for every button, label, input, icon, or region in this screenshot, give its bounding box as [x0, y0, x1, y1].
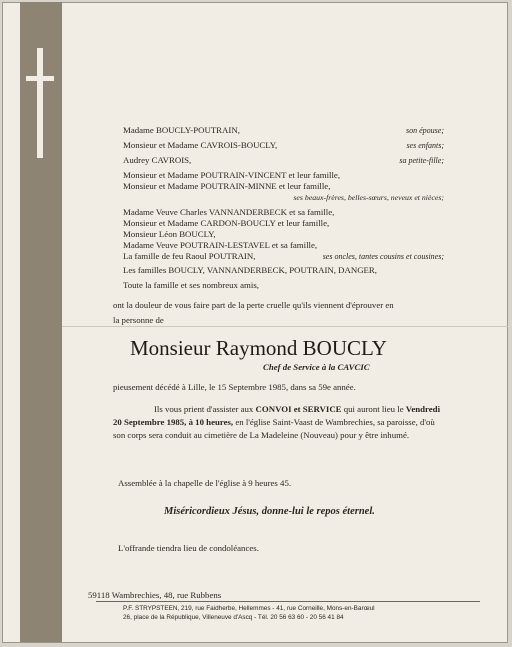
- family-address: 59118 Wambrechies, 48, rue Rubbens: [88, 590, 222, 600]
- family-line: Monsieur Léon BOUCLY,: [123, 229, 216, 239]
- family-relation: ses enfants;: [406, 141, 444, 150]
- assembly-note: Assemblée à la chapelle de l'église à 9 heures 45.: [118, 478, 292, 488]
- deceased-title: Chef de Service à la CAVCIC: [263, 362, 370, 372]
- prayer-line: Miséricordieux Jésus, donne-lui le repos éternel.: [164, 506, 375, 517]
- footer-rule: [96, 601, 480, 602]
- family-line: ses beaux-frères, belles-sœurs, neveux et nièces;: [293, 193, 444, 202]
- intro-line: la personne de: [113, 315, 164, 325]
- family-line: Les familles BOUCLY, VANNANDERBECK, POUTRAIN, DANGER,: [123, 265, 377, 275]
- deceased-name: Monsieur Raymond BOUCLY: [130, 336, 387, 360]
- printer-line: 26, place de la République, Villeneuve d'Ascq - Tél. 20 56 63 60 - 20 56 41 84: [123, 614, 344, 621]
- family-relation: ses oncles, tantes cousins et cousines;: [322, 252, 444, 261]
- family-line: Madame Veuve POUTRAIN-LESTAVEL et sa famille,: [123, 240, 318, 250]
- family-relation: sa petite-fille;: [399, 156, 444, 165]
- family-line: Monsieur et Madame POUTRAIN-MINNE et leur famille,: [123, 181, 331, 191]
- family-relation: son épouse;: [406, 126, 444, 135]
- family-line: Madame BOUCLY-POUTRAIN,: [123, 125, 240, 135]
- invitation-paragraph: Ils vous prient d'assister aux CONVOI et SERVICE qui auront lieu le Vendredi 20 Septembre 1985, à 10 heures, en l'église Saint-Vaast de Wambrechies, sa paroisse, d'où son corps sera conduit au cimetière de La Madeleine (Nouveau) pour y être inhumé.: [113, 404, 441, 440]
- intro-line: ont la douleur de vous faire part de la perte cruelle qu'ils viennent d'éprouver en: [113, 300, 394, 310]
- fold-line: [62, 326, 508, 327]
- family-line: Monsieur et Madame POUTRAIN-VINCENT et leur famille,: [123, 170, 341, 180]
- family-line: Toute la famille et ses nombreux amis,: [123, 280, 259, 290]
- family-line: Madame Veuve Charles VANNANDERBECK et sa famille,: [123, 207, 335, 217]
- cross-icon: [37, 48, 43, 158]
- family-line: Monsieur et Madame CAVROIS-BOUCLY,: [123, 140, 278, 150]
- family-line: La famille de feu Raoul POUTRAIN,: [123, 251, 256, 261]
- cross-icon-bar: [26, 76, 54, 81]
- offering-note: L'offrande tiendra lieu de condoléances.: [118, 543, 259, 553]
- family-line: Monsieur et Madame CARDON-BOUCLY et leur famille,: [123, 218, 330, 228]
- family-line: Audrey CAVROIS,: [123, 155, 192, 165]
- death-line: pieusement décédé à Lille, le 15 Septembre 1985, dans sa 59e année.: [113, 382, 356, 392]
- printer-line: P.F. STRYPSTEEN, 219, rue Faidherbe, Hellemmes - 41, rue Corneille, Mons-en-Barœul: [123, 605, 375, 612]
